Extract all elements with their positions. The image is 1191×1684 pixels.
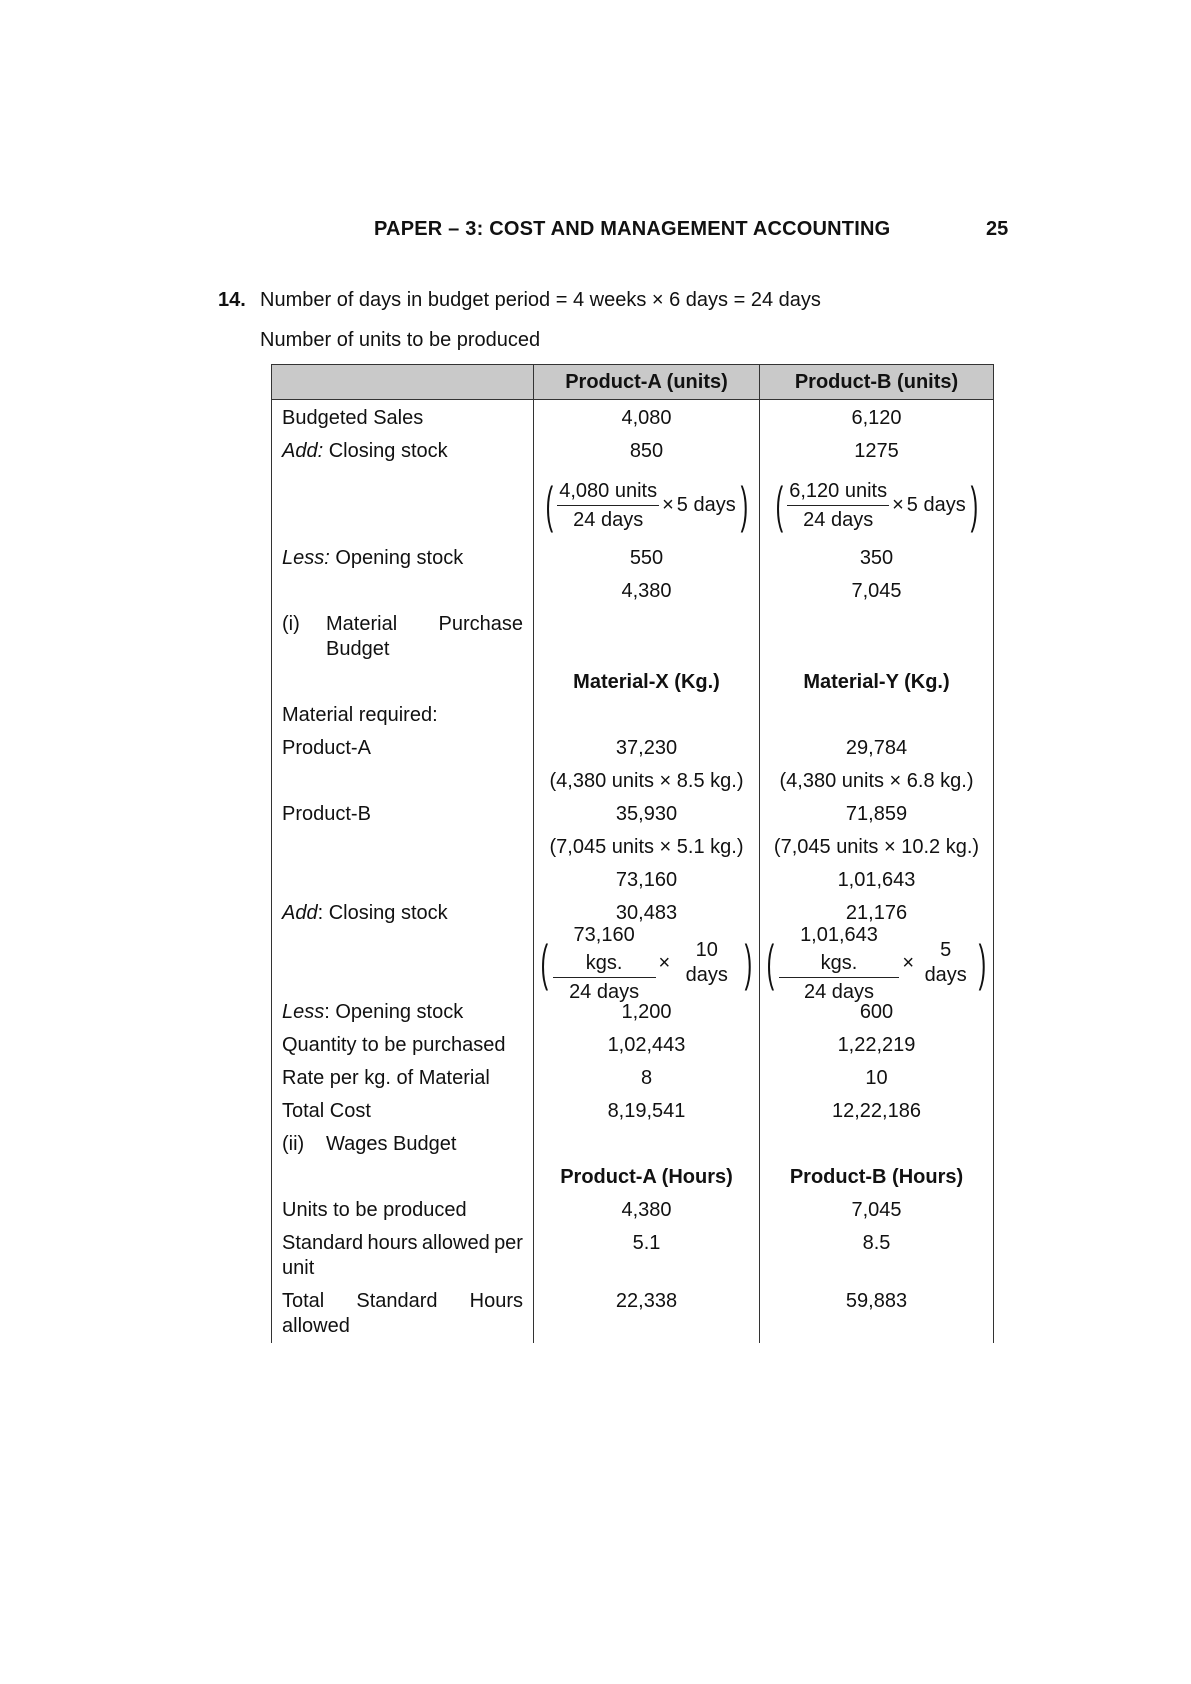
row-label: Budgeted Sales [272, 400, 534, 436]
row-label [272, 575, 534, 608]
row-label: Product-B [272, 798, 534, 831]
row-label [272, 468, 534, 542]
cell-value: 35,930 [534, 798, 760, 831]
cell-value: 30,483 [534, 897, 760, 930]
row-label: Units to be produced [272, 1194, 534, 1227]
row-label: Less: Opening stock [272, 996, 534, 1029]
table-row [272, 1095, 994, 1128]
cell-value: 8 [534, 1062, 760, 1095]
row-label: Add: Closing stock [272, 897, 534, 930]
formula-cell [534, 468, 760, 542]
cell-calc: (4,380 units × 6.8 kg.) [760, 765, 994, 798]
cell-value: 350 [760, 542, 994, 575]
table-row [272, 1128, 994, 1161]
question-line [218, 289, 821, 312]
formula: ( $\frac{\text{4,080 units}}{\text{24 days}}$ × 5 days ) [545, 477, 748, 533]
cell-value: 29,784 [760, 732, 994, 765]
section-label-wages: (ii) Wages Budget [272, 1128, 534, 1161]
section-label-material: (i) Material Purchase Budget [272, 608, 534, 666]
cell-calc: (7,045 units × 5.1 kg.) [534, 831, 760, 864]
table-row [272, 435, 994, 468]
subheader-product-a-hours: Product-A (Hours) [534, 1161, 760, 1194]
formula: ( $\frac{\text{73,160 kgs.}}{\text{24 days}}$ × 10 days ) [536, 934, 757, 992]
cell-value: 21,176 [760, 897, 994, 930]
row-label: Total Cost [272, 1095, 534, 1128]
row-label: Quantity to be purchased [272, 1029, 534, 1062]
cell-value: 5.1 [534, 1227, 760, 1285]
header-cell-blank [272, 365, 534, 400]
table-row [272, 542, 994, 575]
cell-value: 8,19,541 [534, 1095, 760, 1128]
page-title: PAPER – 3: COST AND MANAGEMENT ACCOUNTING [374, 218, 891, 240]
cell-value: 59,883 [760, 1285, 994, 1343]
cell-empty [534, 608, 760, 666]
cell-value: 850 [534, 435, 760, 468]
cell-value: 600 [760, 996, 994, 1029]
subheader-product-b-hours: Product-B (Hours) [760, 1161, 994, 1194]
formula-cell [760, 923, 994, 1003]
row-label: Less: Opening stock [272, 542, 534, 575]
table-row [272, 1062, 994, 1095]
formula: ( $\frac{\text{1,01,643 kgs.}}{\text{24 days}}$ × 5 days ) [762, 934, 991, 992]
table-row [272, 699, 994, 732]
table-row [272, 732, 994, 765]
formula-cell [534, 923, 760, 1003]
cell-empty [760, 608, 994, 666]
subheader-material-x: Material-X (Kg.) [534, 666, 760, 699]
cell-value: 4,380 [534, 1194, 760, 1227]
table-row [272, 468, 994, 542]
cell-value: 7,045 [760, 575, 994, 608]
table-header-row [272, 365, 994, 400]
question-subline: Number of units to be produced [260, 329, 541, 351]
cell-value: 6,120 [760, 400, 994, 436]
table-row [272, 1029, 994, 1062]
formula-cell [760, 468, 994, 542]
cell-calc: (4,380 units × 8.5 kg.) [534, 765, 760, 798]
cell-value: 1275 [760, 435, 994, 468]
cell-value: 4,380 [534, 575, 760, 608]
table-row [272, 1285, 994, 1343]
cell-value: 37,230 [534, 732, 760, 765]
cell-value: 12,22,186 [760, 1095, 994, 1128]
row-label: Product-A [272, 732, 534, 765]
cell-calc: (7,045 units × 10.2 kg.) [760, 831, 994, 864]
cell-value: 4,080 [534, 400, 760, 436]
page-number: 25 [986, 218, 1009, 240]
header-cell-product-b: Product-B (units) [760, 365, 994, 400]
cell-value: 73,160 [534, 864, 760, 897]
table-row [272, 608, 994, 666]
cell-value: 71,859 [760, 798, 994, 831]
header-cell-product-a: Product-A (units) [534, 365, 760, 400]
row-label: Rate per kg. of Material [272, 1062, 534, 1095]
cell-value: 7,045 [760, 1194, 994, 1227]
table-row [272, 1161, 994, 1194]
formula: ( $\frac{\text{6,120 units}}{\text{24 days}}$ × 5 days ) [775, 477, 978, 533]
table-row [272, 765, 994, 798]
cell-value: 22,338 [534, 1285, 760, 1343]
cell-value: 1,02,443 [534, 1029, 760, 1062]
table-row [272, 996, 994, 1029]
cell-value: 8.5 [760, 1227, 994, 1285]
cell-value: 1,01,643 [760, 864, 994, 897]
table-row [272, 864, 994, 897]
table-row [272, 400, 994, 436]
row-label: Standard hours allowed per unit [272, 1227, 534, 1285]
row-label [272, 666, 534, 699]
row-label: Total Standard Hours allowed [272, 1285, 534, 1343]
cell-value: 550 [534, 542, 760, 575]
table-row [272, 1227, 994, 1285]
table-row [272, 1194, 994, 1227]
table-row [272, 575, 994, 608]
table-row [272, 798, 994, 831]
table-row [272, 831, 994, 864]
question-text: Number of days in budget period = 4 weeks × 6 days = 24 days [260, 289, 821, 311]
budget-table [271, 364, 994, 1343]
question-number: 14. [218, 289, 246, 311]
table-row [272, 930, 994, 996]
cell-value: 10 [760, 1062, 994, 1095]
row-label: Add: Closing stock [272, 435, 534, 468]
row-label: Material required: [272, 699, 534, 732]
cell-value: 1,200 [534, 996, 760, 1029]
table-row [272, 666, 994, 699]
cell-value: 1,22,219 [760, 1029, 994, 1062]
subheader-material-y: Material-Y (Kg.) [760, 666, 994, 699]
